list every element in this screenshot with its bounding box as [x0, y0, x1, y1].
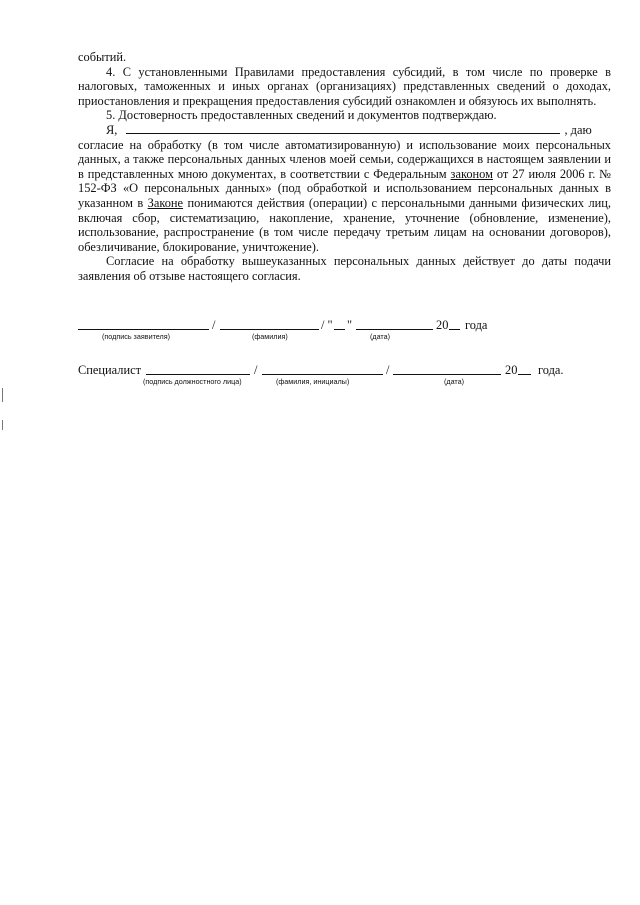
applicant-surname-field[interactable]	[220, 319, 319, 330]
specialist-year-field[interactable]	[518, 364, 531, 375]
consent-ya: Я,	[106, 122, 118, 137]
paragraph-4: 4. С установленными Правилами предоставления субсидий, в том числе по проверке в налоговых, таможенных и иных органах (организациях) представленных сведений о доходах, приостановления и прекращения предоставления субсидий ознакомлен и обязуюсь их выполнять.	[78, 64, 611, 108]
caption-surname: (фамилия)	[252, 332, 288, 341]
applicant-signature-field[interactable]	[78, 319, 209, 330]
validity-paragraph: Согласие на обработку вышеуказанных персональных данных действует до даты подачи заявления об отзыве настоящего согласия.	[78, 254, 611, 283]
applicant-sep-1: /	[212, 318, 216, 332]
applicant-year-word: года	[465, 318, 488, 332]
applicant-day-field[interactable]	[334, 319, 345, 330]
paragraph-5: 5. Достоверность предоставленных сведений и документов подтверждаю.	[106, 108, 497, 123]
consent-text-b: от 27 июля 2006 г. № 152-ФЗ «О персональных данных» (под обработкой и использованием персональных данных в указанном в	[78, 166, 612, 210]
applicant-quote-close: "	[347, 318, 353, 332]
caption-specialist-date: (дата)	[444, 377, 465, 386]
specialist-sep-2: /	[386, 363, 390, 377]
caption-date: (дата)	[370, 332, 391, 341]
consent-text-c: понимаются действия (операции) с персональными данными физических лиц, включая сбор, систематизацию, накопление, хранение, уточнение (обновление, изменение), использование, распространение (в том числе передачу третьим лицам на основании договоров), обезличивание, блокирование, уничтожение).	[78, 195, 611, 254]
caption-applicant-signature: (подпись заявителя)	[102, 332, 171, 341]
specialist-year-word: года.	[538, 363, 564, 377]
scan-edge-mark	[2, 420, 3, 430]
specialist-sep-1: /	[254, 363, 258, 377]
specialist-date-field[interactable]	[393, 364, 501, 375]
consent-dayu: , даю	[564, 122, 592, 137]
consent-header-line	[78, 123, 611, 138]
specialist-year-prefix: 20	[505, 363, 518, 377]
applicant-year-field[interactable]	[449, 319, 460, 330]
consent-paragraph	[78, 138, 611, 255]
caption-official-signature: (подпись должностного лица)	[143, 377, 242, 386]
applicant-fullname-field[interactable]	[126, 123, 560, 134]
paragraph-continuation: событий.	[78, 50, 127, 64]
applicant-month-field[interactable]	[356, 319, 433, 330]
law-link-2[interactable]: Законе	[147, 195, 184, 210]
specialist-signature-field[interactable]	[146, 364, 250, 375]
scan-edge-mark	[2, 388, 3, 402]
law-link-1[interactable]: законом	[450, 166, 493, 181]
caption-name-initials: (фамилия, инициалы)	[276, 377, 350, 386]
specialist-name-field[interactable]	[262, 364, 383, 375]
specialist-label: Специалист	[78, 363, 141, 377]
applicant-sep-2: / "	[321, 318, 333, 332]
applicant-year-prefix: 20	[436, 318, 449, 332]
consent-text-a: согласие на обработку (в том числе автоматизированную) и использование моих персональных данных, а также персональных данных членов моей семьи, содержащихся в настоящем заявлении и в представленных мною документах, в соответствии с Федеральным	[78, 137, 611, 181]
document-body	[78, 50, 611, 284]
